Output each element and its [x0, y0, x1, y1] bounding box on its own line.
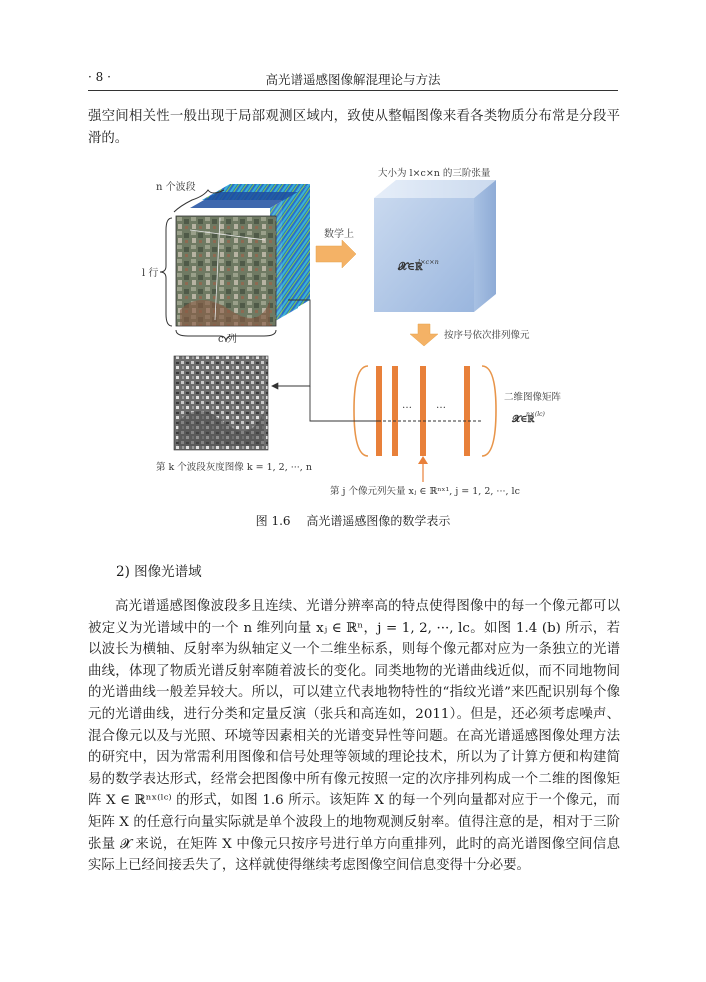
caption-number: 图 1.6 — [255, 514, 291, 528]
pixel-column — [392, 366, 398, 456]
tensor-cube — [374, 180, 496, 312]
section-heading: 2) 图像光谱域 — [116, 564, 202, 580]
label-arrange: 按序号依次排列像元 — [444, 330, 530, 341]
dots-1: … — [402, 400, 412, 411]
pixel-column — [420, 366, 426, 456]
matrix-symbol: 𝓧∈ℝ — [512, 414, 535, 425]
label-math: 数学上 — [324, 229, 354, 240]
page-header — [88, 70, 618, 90]
figure-caption — [0, 512, 706, 529]
pixel-column — [464, 366, 470, 456]
connector-matrix-to-band — [310, 386, 378, 421]
label-matrix-title: 二维图像矩阵 — [504, 392, 562, 403]
label-tensor-size: 大小为 l×c×n 的三阶张量 — [378, 168, 491, 179]
main-paragraph: 高光谱遥感图像波段多且连续、光谱分辨率高的特点使得图像中的每一个像元都可以被定义为光谱域中的一个 n 维列向量 xⱼ ∈ ℝⁿ，j = 1, 2, ···, lc。如图 1.4 (b) 所示，若以波长为横轴、反射率为纵轴定义一个二维坐标系，则每个像元都对应为一条独立的光谱曲线，体现了物质光谱反射率随着波长的变化。同类地物的光谱曲线近似，而不同地物间的光谱曲线一般差异较大。所以，可以建立代表地物特性的“指纹光谱”来匹配识别每个像元的光谱曲线，进行分类和定量反演（张兵和高连如，2011）。但是，还必须考虑噪声、混合像元以及与光照、环境等因素相关的光谱变异性等问题。在高光谱遥感图像处理方法的研究中，因为常需利用图像和信号处理等领域的理论技术，所以为了计算方便和构建简易的数学表达形式，经常会把图像中所有像元按照一定的次序排列构成一个二维的图像矩阵 X ∈ ℝⁿˣ⁽ˡᶜ⁾ 的形式，如图 1.6 所示。该矩阵 X 的每一个列向量都对应于一个像元，而矩阵 X 的任意行向量实际就是单个波段上的地物观测反射率。值得注意的是，相对于三阶张量 𝓧 来说，在矩阵 X 中像元只按序号进行单方向重排列，此时的高光谱图像空间信息实际上已经间接丢失了，这样就使得继续考虑图像空间信息变得十分必要。 — [88, 599, 620, 874]
matrix-left-bracket — [354, 366, 368, 456]
figure-diagram — [120, 160, 562, 510]
intro-paragraph: 强空间相关性一般出现于局部观测区域内，致使从整幅图像来看各类物质分布常是分段平滑的。 — [88, 109, 620, 146]
matrix-superscript: n×(lc) — [526, 411, 545, 418]
tensor-symbol: 𝓧∈ℝ — [398, 260, 423, 273]
label-kth-band: 第 k 个波段灰度图像 k = 1, 2, ···, n — [156, 462, 312, 473]
pixel-column — [376, 366, 382, 456]
label-n-bands: n 个波段 — [156, 182, 196, 193]
page-number: · 8 · — [88, 70, 111, 84]
pixel-matrix — [354, 366, 496, 456]
caption-text: 高光谱遥感图像的数学表示 — [306, 514, 451, 528]
tensor-superscript: l×c×n — [418, 258, 439, 266]
figure-hyperspectral-representation — [120, 160, 562, 510]
arrange-arrow — [410, 324, 438, 346]
label-c-cols: c 列 — [218, 334, 237, 345]
header-rule — [88, 90, 618, 91]
hyperspectral-cube — [176, 184, 310, 326]
label-jth-pixel: 第 j 个像元列矢量 xⱼ ∈ ℝⁿˣ¹, j = 1, 2, ···, lc — [330, 486, 520, 497]
jth-pixel-arrowhead — [418, 456, 428, 464]
running-title: 高光谱遥感图像解混理论与方法 — [265, 72, 441, 87]
math-arrow — [316, 240, 356, 268]
l-rows-brace — [160, 218, 172, 326]
label-l-rows: l 行 — [142, 268, 159, 279]
dots-2: … — [436, 400, 446, 411]
matrix-right-bracket — [482, 366, 496, 456]
